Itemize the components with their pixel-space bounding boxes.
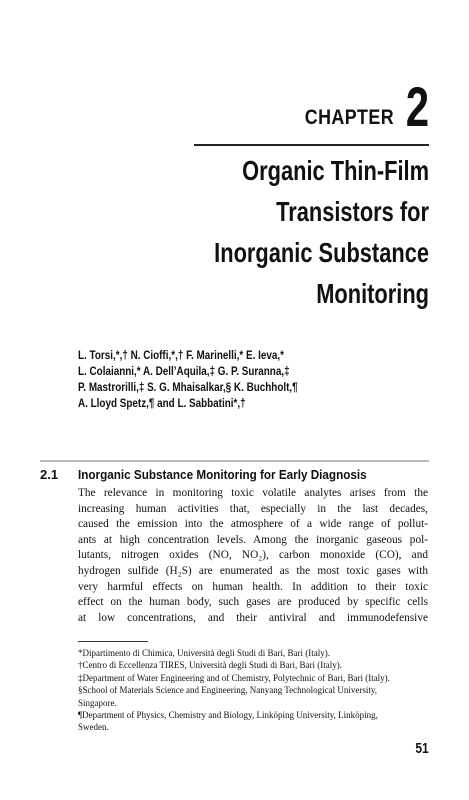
body-line: increasing human activities that, especially in the last decades, bbox=[78, 502, 428, 515]
footnote-line: §School of Materials Science and Engineering, Nanyang Technological University, bbox=[78, 685, 378, 696]
chapter-title-line: Organic Thin-Film bbox=[242, 155, 429, 186]
chapter-heading bbox=[289, 75, 429, 138]
chapter-title bbox=[129, 150, 429, 314]
chapter-label: CHAPTER bbox=[304, 106, 394, 130]
body-line: ants at high concentration levels. Among the inorganic gaseous pol- bbox=[78, 533, 428, 546]
section-rule bbox=[40, 460, 429, 462]
footnote-line: †Centro di Eccellenza TIRES, Università degli Studi di Bari, Bari (Italy). bbox=[78, 660, 343, 671]
body-line: lutants, nitrogen oxides (NO, NO₂), carbon monoxide (CO), and bbox=[78, 549, 428, 562]
footnote-line: Singapore. bbox=[78, 697, 117, 708]
body-line: The relevance in monitoring toxic volatile analytes arises from the bbox=[78, 487, 428, 499]
section-heading bbox=[40, 467, 440, 482]
section-title: Inorganic Substance Monitoring for Early Diagnosis bbox=[78, 467, 367, 482]
footnote-line: ‡Department of Water Engineering and of Chemistry, Polytechnic of Bari, Bari (Italy). bbox=[78, 672, 390, 683]
footnote-rule bbox=[78, 641, 148, 642]
chapter-number: 2 bbox=[405, 75, 429, 138]
author-line: L. Torsi,*,† N. Cioffi,*,† F. Marinelli,* E. Ieva,* bbox=[78, 350, 284, 362]
body-line: at low concentrations, and their antiviral and immunodefensive bbox=[78, 611, 428, 624]
body-paragraph bbox=[78, 486, 428, 626]
body-line: caused the emission into the atmosphere of a wide range of pollut- bbox=[78, 518, 428, 531]
chapter-title-line: Transistors for bbox=[276, 196, 429, 227]
footnotes bbox=[78, 647, 430, 734]
chapter-rule bbox=[194, 144, 429, 146]
body-line: hydrogen sulfide (H₂S) are enumerated as the most toxic gases with bbox=[78, 564, 428, 577]
author-list bbox=[78, 348, 418, 412]
author-line: A. Lloyd Spetz,¶ and L. Sabbatini*,† bbox=[78, 398, 246, 410]
chapter-title-line: Monitoring bbox=[316, 278, 429, 309]
body-line: effect on the human body, such gases are produced by specific cells bbox=[78, 596, 428, 609]
page-number: 51 bbox=[415, 740, 429, 757]
footnote-line: Sweden. bbox=[78, 722, 109, 733]
footnote-line: ¶Department of Physics, Chemistry and Biology, Linköping University, Linköping, bbox=[78, 710, 378, 721]
author-line: P. Mastrorilli,‡ S. G. Mhaisalkar,§ K. Buchholt,¶ bbox=[78, 382, 298, 394]
body-line: very harmful effects on human health. In addition to their toxic bbox=[78, 580, 428, 593]
footnote-line: *Dipartimento di Chimica, Università degli Studi di Bari, Bari (Italy). bbox=[78, 648, 330, 658]
section-number: 2.1 bbox=[40, 467, 59, 482]
author-line: L. Colaianni,* A. Dell’Aquila,‡ G. P. Suranna,‡ bbox=[78, 366, 290, 378]
chapter-title-line: Inorganic Substance bbox=[214, 237, 429, 268]
